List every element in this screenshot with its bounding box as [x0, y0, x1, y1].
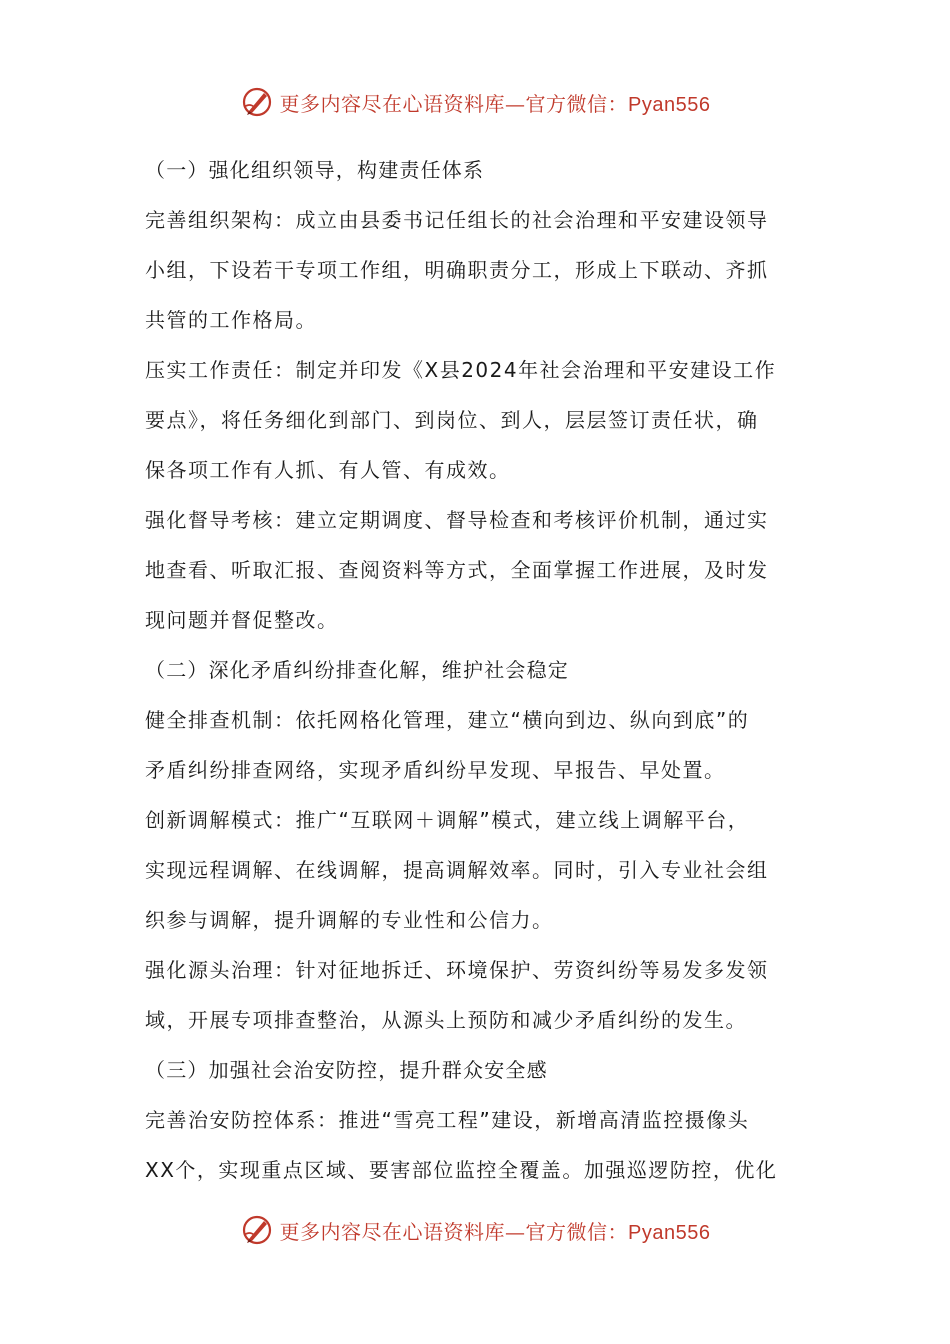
- watermark-handle: Pyan556: [628, 1221, 711, 1244]
- paragraph-line: 完善组织架构：成立由县委书记任组长的社会治理和平安建设领导: [145, 208, 769, 232]
- section-heading-3: （三）加强社会治安防控，提升群众安全感: [145, 1058, 548, 1082]
- paragraph-line: 强化源头治理：针对征地拆迁、环境保护、劳资纠纷等易发多发领: [145, 958, 769, 982]
- watermark-slogan: 更多内容尽在心语资料库—官方微信：: [279, 1219, 629, 1244]
- section-heading-1: （一）强化组织领导，构建责任体系: [145, 158, 485, 182]
- watermark-slogan: 更多内容尽在心语资料库—官方微信：: [279, 91, 629, 116]
- paragraph-line: 域，开展专项排查整治，从源头上预防和减少矛盾纠纷的发生。: [145, 1008, 747, 1032]
- paragraph-line: 要点》，将任务细化到部门、到岗位、到人，层层签订责任状，确: [145, 408, 759, 432]
- section-heading-2: （二）深化矛盾纠纷排查化解，维护社会稳定: [145, 658, 569, 682]
- paragraph-line: 共管的工作格局。: [145, 308, 317, 332]
- watermark-handle: Pyan556: [628, 93, 711, 116]
- paragraph-line: 保各项工作有人抓、有人管、有成效。: [145, 458, 511, 482]
- paragraph-line: 小组，下设若干专项工作组，明确职责分工，形成上下联动、齐抓: [145, 258, 769, 282]
- paragraph-line: XX个，实现重点区域、要害部位监控全覆盖。加强巡逻防控，优化: [145, 1158, 778, 1182]
- pen-circle-logo-icon: [240, 85, 274, 119]
- paragraph-line: 矛盾纠纷排查网络，实现矛盾纠纷早发现、早报告、早处置。: [145, 758, 726, 782]
- header-watermark-banner: [0, 80, 950, 124]
- watermark-text: [280, 88, 711, 117]
- paragraph-line: 健全排查机制：依托网格化管理，建立“横向到边、纵向到底”的: [145, 708, 750, 732]
- paragraph-line: 实现远程调解、在线调解，提高调解效率。同时，引入专业社会组: [145, 858, 769, 882]
- paragraph-line: 现问题并督促整改。: [145, 608, 339, 632]
- paragraph-line: 压实工作责任：制定并印发《X县2024年社会治理和平安建设工作: [145, 358, 777, 382]
- document-body: [145, 150, 810, 1200]
- footer-watermark-banner: [0, 1208, 950, 1252]
- paragraph-line: 创新调解模式：推广“互联网＋调解”模式，建立线上调解平台，: [145, 808, 750, 832]
- paragraph-line: 完善治安防控体系：推进“雪亮工程”建设，新增高清监控摄像头: [145, 1108, 750, 1132]
- pen-circle-logo-icon: [240, 1213, 274, 1247]
- paragraph-line: 强化督导考核：建立定期调度、督导检查和考核评价机制，通过实: [145, 508, 769, 532]
- paragraph-line: 地查看、听取汇报、查阅资料等方式，全面掌握工作进展，及时发: [145, 558, 769, 582]
- paragraph-line: 织参与调解，提升调解的专业性和公信力。: [145, 908, 554, 932]
- watermark-text: [280, 1216, 711, 1245]
